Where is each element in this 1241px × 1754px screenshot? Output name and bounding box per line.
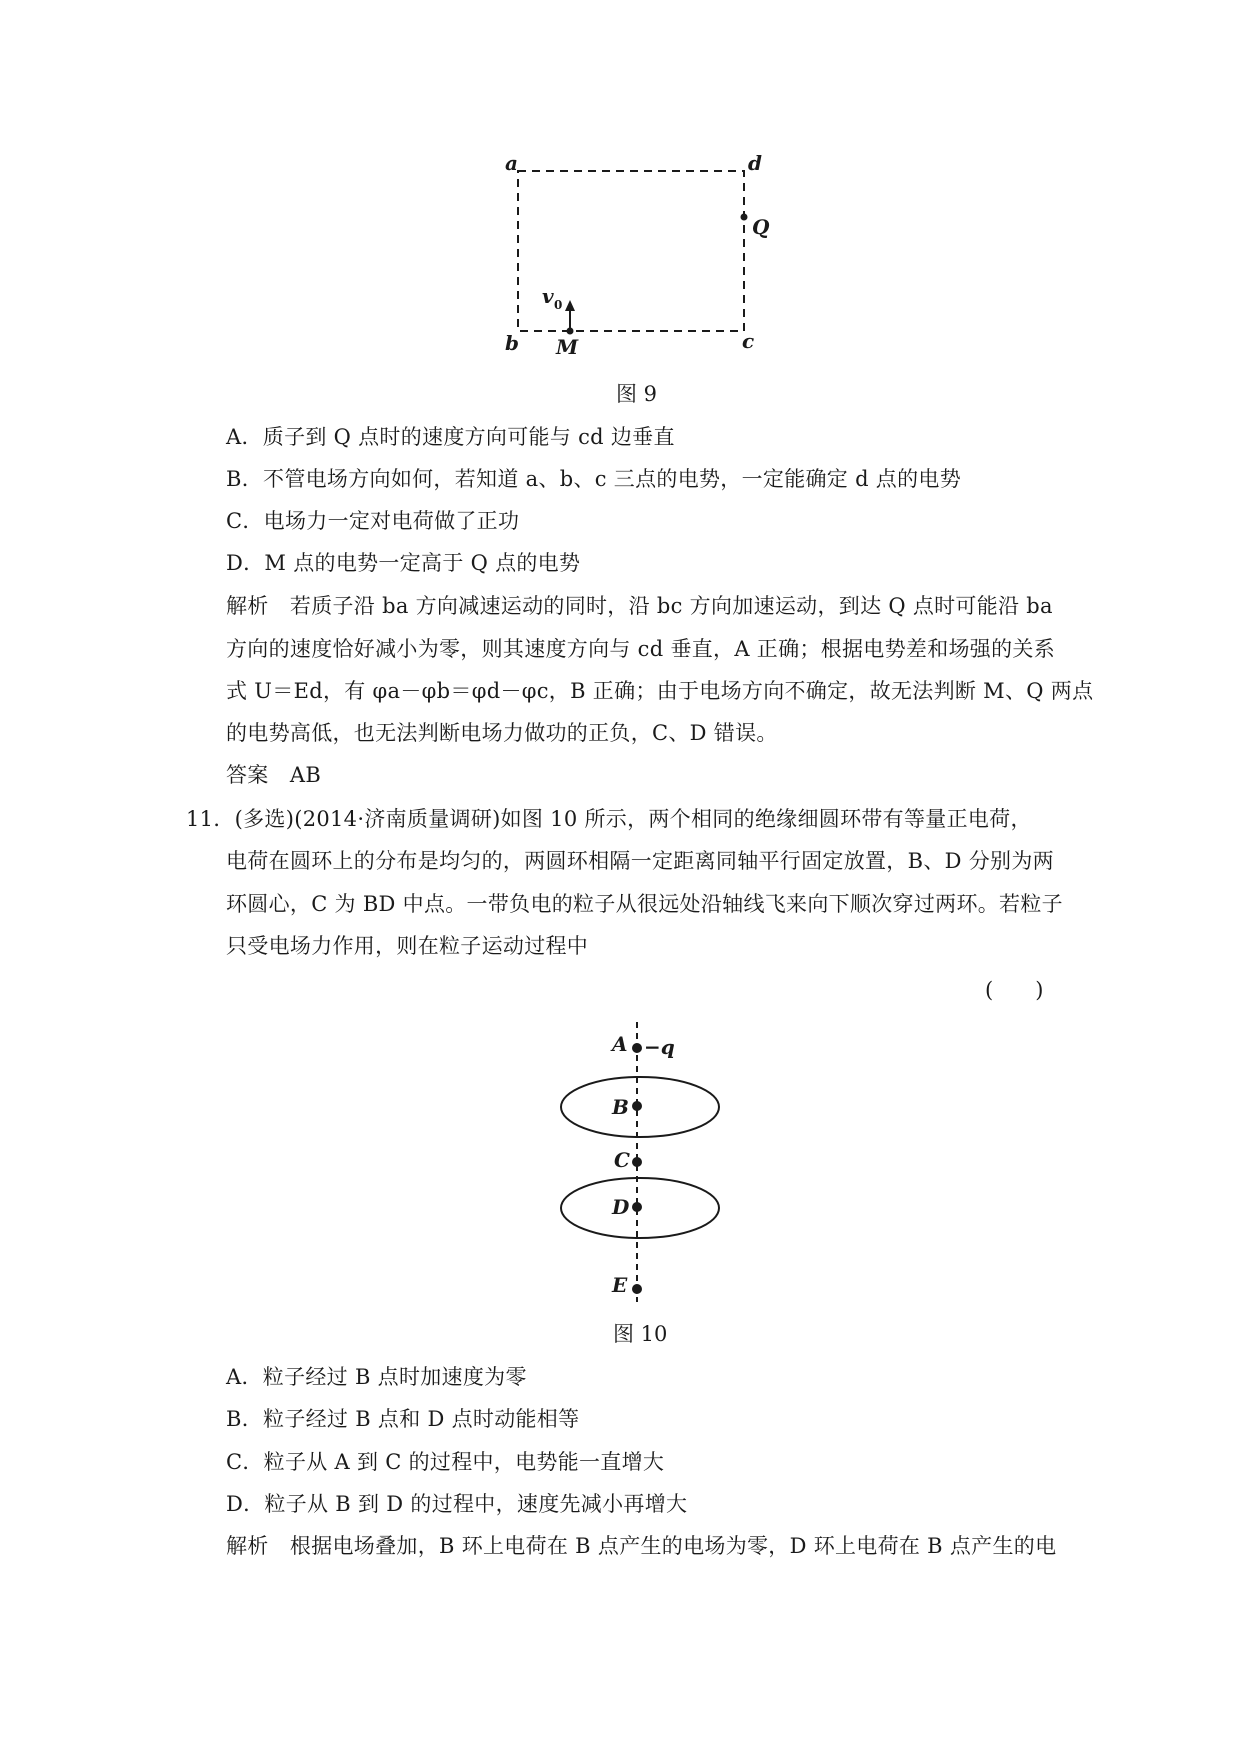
- label-v: v: [542, 284, 554, 308]
- point-a: [632, 1043, 642, 1053]
- label-a-point: A: [612, 1032, 628, 1056]
- label-m: M: [556, 335, 579, 359]
- upper-ring: [561, 1077, 719, 1137]
- label-q: Q: [752, 215, 770, 239]
- label-e-point: E: [612, 1273, 628, 1297]
- answer-parentheses: ( ): [985, 978, 1044, 1002]
- label-c: c: [742, 329, 755, 353]
- figure-9-caption: 图 9: [616, 382, 658, 406]
- label-minus-q: −q: [644, 1035, 675, 1059]
- q11-stem-line-4: 只受电场力作用，则在粒子运动过程中: [226, 934, 589, 958]
- q10-option-a: A．质子到 Q 点时的速度方向可能与 cd 边垂直: [226, 425, 675, 449]
- q11-stem-line-1: 11．(多选)(2014·济南质量调研)如图 10 所示，两个相同的绝缘细圆环带有等量正电荷，: [186, 807, 1032, 831]
- point-c: [632, 1157, 642, 1167]
- q11-stem-line-3: 环圆心，C 为 BD 中点。一带负电的粒子从很远处沿轴线飞来向下顺次穿过两环。若粒子: [226, 892, 1063, 916]
- figure-10-caption: 图 10: [613, 1322, 668, 1346]
- label-c-point: C: [614, 1148, 630, 1172]
- q10-option-c: C．电场力一定对电荷做了正功: [226, 509, 520, 533]
- label-b-point: B: [612, 1095, 629, 1119]
- label-d-point: D: [612, 1195, 630, 1219]
- q11-option-b: B．粒子经过 B 点和 D 点时动能相等: [226, 1407, 580, 1431]
- figure-9: [0, 0, 1241, 380]
- q11-option-c: C．粒子从 A 到 C 的过程中，电势能一直增大: [226, 1450, 665, 1474]
- velocity-arrowhead: [565, 300, 575, 311]
- label-a: a: [505, 151, 518, 175]
- q10-analysis-line-4: 的电势高低，也无法判断电场力做功的正负，C、D 错误。: [226, 721, 778, 745]
- q10-analysis-line-1: 解析 若质子沿 ba 方向减速运动的同时，沿 bc 方向加速运动，到达 Q 点时可能沿 ba: [226, 594, 1053, 618]
- q10-option-b: B．不管电场方向如何，若知道 a、b、c 三点的电势，一定能确定 d 点的电势: [226, 467, 961, 491]
- q10-analysis-line-2: 方向的速度恰好减小为零，则其速度方向与 cd 垂直，A 正确；根据电势差和场强的关系: [226, 637, 1055, 661]
- point-q: [741, 214, 748, 221]
- point-d: [632, 1202, 642, 1212]
- point-b: [632, 1101, 642, 1111]
- label-v-subscript: 0: [554, 298, 563, 312]
- q11-analysis-line-1: 解析 根据电场叠加，B 环上电荷在 B 点产生的电场为零，D 环上电荷在 B 点产生的电: [226, 1534, 1057, 1558]
- q11-stem-line-2: 电荷在圆环上的分布是均匀的，两圆环相隔一定距离同轴平行固定放置，B、D 分别为两: [226, 849, 1054, 873]
- q10-analysis-line-3: 式 U＝Ed，有 φa－φb＝φd－φc，B 正确；由于电场方向不确定，故无法判断 M、Q 两点: [226, 679, 1094, 703]
- q10-option-d: D．M 点的电势一定高于 Q 点的电势: [226, 551, 581, 575]
- q11-option-a: A．粒子经过 B 点时加速度为零: [226, 1365, 527, 1389]
- label-d: d: [748, 151, 762, 175]
- q11-option-d: D．粒子从 B 到 D 的过程中，速度先减小再增大: [226, 1492, 688, 1516]
- q10-answer: 答案 AB: [226, 763, 322, 787]
- label-b: b: [505, 331, 519, 355]
- point-e: [632, 1284, 642, 1294]
- lower-ring: [561, 1178, 719, 1238]
